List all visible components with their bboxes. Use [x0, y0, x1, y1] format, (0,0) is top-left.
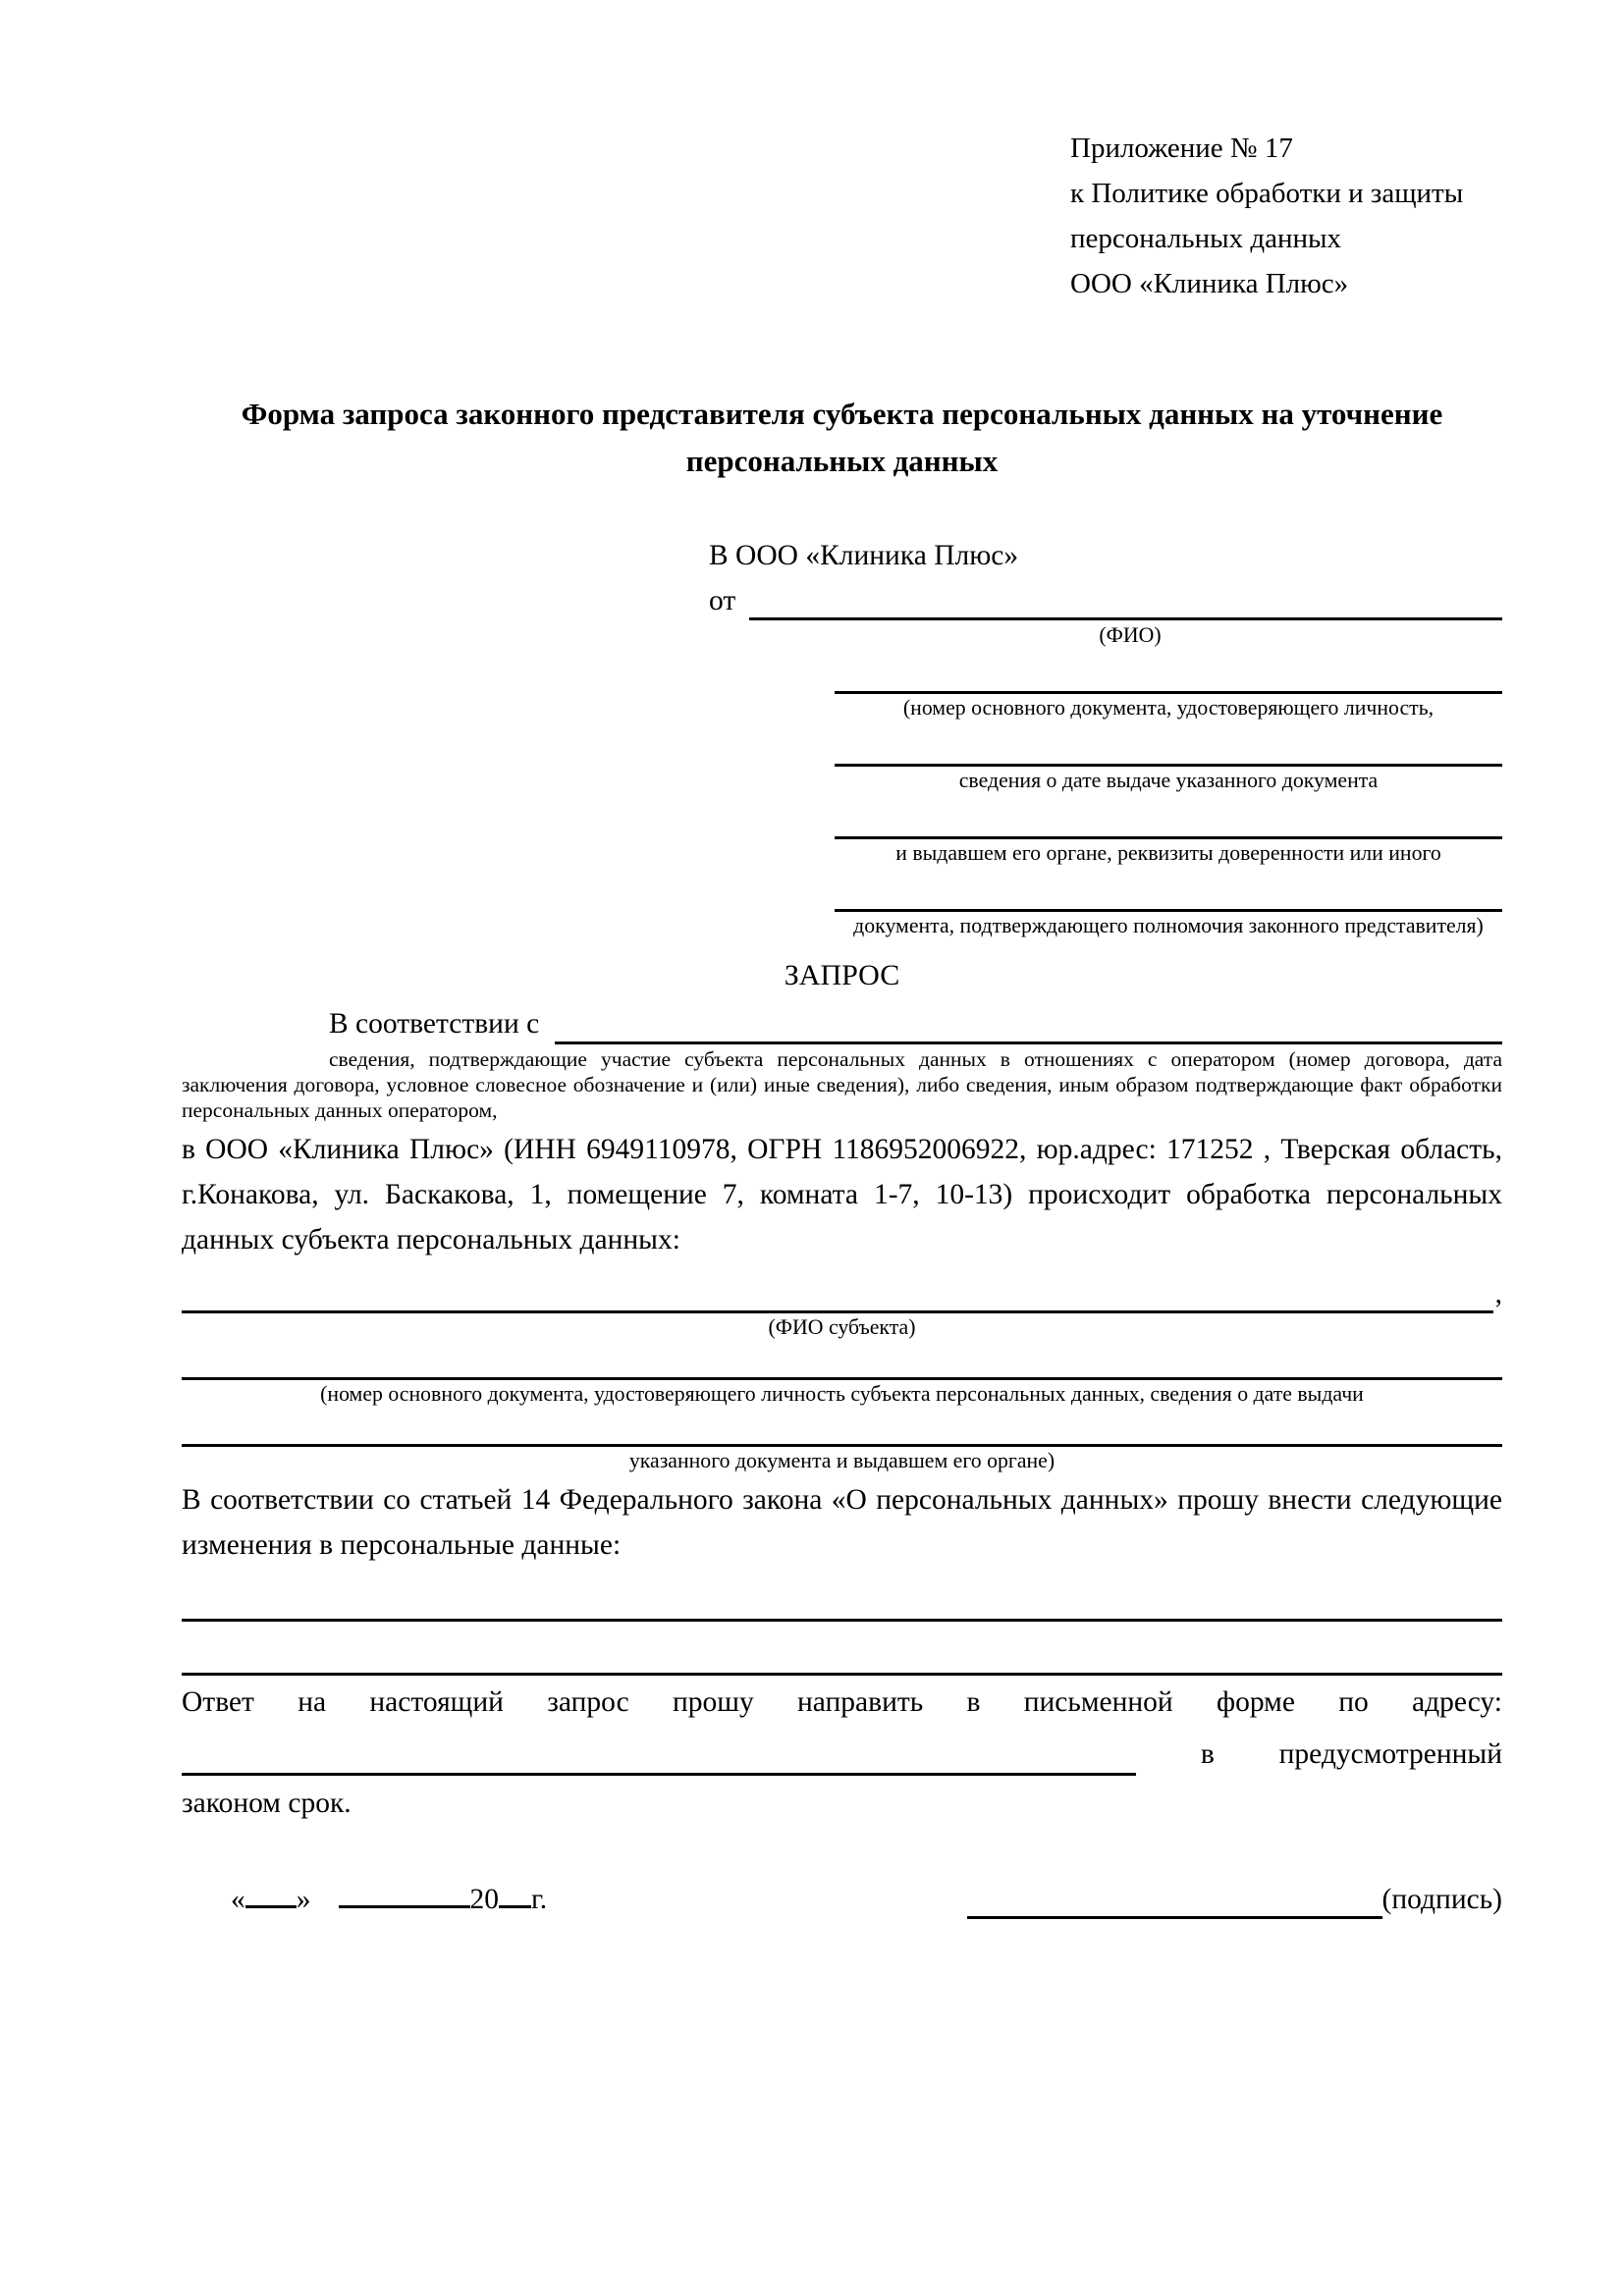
accordance-row — [182, 1003, 1502, 1044]
appendix-header — [1070, 126, 1502, 306]
addressee-company: В ООО «Клиника Плюс» — [709, 540, 1019, 571]
caption-doc-number: (номер основного документа, удостоверяющего личность, — [902, 696, 1435, 720]
accordance-note: сведения, подтверждающие участие субъекта персональных данных в отношениях с оператором (номер договора, дата заключения договора, условное словесное обозначение и (или) иные сведения), либо сведения, иным образом подтверждающие факт обработки персональных данных оператором, — [182, 1047, 1502, 1122]
input-line-subject-fio[interactable] — [182, 1277, 1493, 1313]
date-part — [231, 1876, 547, 1919]
response-paragraph-line1: Ответ на настоящий запрос прошу направить в письменной форме по адресу: — [182, 1686, 1502, 1718]
appendix-line: ООО «Клиника Плюс» — [1070, 268, 1349, 299]
input-line-power-of-attorney[interactable] — [835, 878, 1502, 912]
date-signature-row — [182, 1876, 1502, 1919]
caption-subject-fio: (ФИО субъекта) — [768, 1315, 916, 1339]
from-label: от — [709, 585, 736, 616]
request-heading: ЗАПРОС — [784, 959, 900, 991]
signature-part — [967, 1880, 1502, 1919]
form-field — [709, 660, 1502, 721]
form-title: Форма запроса законного представителя субъекта персональных данных на уточнение персональных данных — [241, 397, 1443, 478]
article-paragraph: В соответствии со статьей 14 Федерального закона «О персональных данных» прошу внести следующие изменения в персональные данные: — [182, 1484, 1502, 1561]
input-line-doc-authority[interactable] — [835, 805, 1502, 839]
addressee-block — [709, 534, 1502, 938]
input-line-subject-doc-authority[interactable] — [182, 1407, 1502, 1447]
input-line-day[interactable] — [245, 1876, 297, 1908]
from-row — [709, 581, 1502, 620]
form-field — [709, 805, 1502, 866]
caption-doc-authority: и выдавшем его органе, реквизиты доверенности или иного — [895, 841, 1441, 865]
caption-subject-doc-1: (номер основного документа, удостоверяющего личность субъекта персональных данных, сведения о дате выдачи — [320, 1382, 1364, 1406]
date-open-quote: « — [231, 1884, 245, 1915]
appendix-line: персональных данных — [1070, 223, 1342, 254]
response-word-v: в — [1200, 1738, 1215, 1770]
input-line-signature[interactable] — [967, 1885, 1382, 1919]
response-word-pred: предусмотренный — [1278, 1738, 1502, 1770]
caption-power-of-attorney: документа, подтверждающего полномочия законного представителя) — [853, 914, 1484, 937]
input-line-response-address[interactable] — [182, 1739, 1136, 1776]
response-address-row — [182, 1733, 1502, 1776]
input-line-changes-2[interactable] — [182, 1622, 1502, 1676]
appendix-line: к Политике обработки и защиты — [1070, 178, 1464, 209]
response-paragraph-line3: законом срок. — [182, 1788, 352, 1819]
caption-fio: (ФИО) — [1099, 623, 1162, 647]
input-line-representative-fio[interactable] — [749, 584, 1502, 620]
input-line-month[interactable] — [339, 1876, 470, 1908]
form-field — [709, 878, 1502, 938]
caption-doc-issue-date: сведения о дате выдаче указанного документа — [958, 769, 1379, 792]
subject-fio-row — [182, 1274, 1502, 1313]
accordance-label: В соответствии с — [329, 1008, 540, 1040]
date-close-quote: » — [296, 1884, 311, 1915]
date-year-prefix: 20 — [469, 1884, 499, 1915]
form-field — [709, 732, 1502, 793]
input-line-subject-doc-number[interactable] — [182, 1340, 1502, 1380]
appendix-line: Приложение № 17 — [1070, 133, 1293, 164]
input-line-changes-1[interactable] — [182, 1568, 1502, 1622]
input-line-doc-issue-date[interactable] — [835, 732, 1502, 767]
operator-paragraph: в ООО «Клиника Плюс» (ИНН 6949110978, ОГРН 1186952006922, юр.адрес: 171252 , Тверская область, г.Конакова, ул. Баскакова, 1, помещение 7, комната 1-7, 10-13) происходит обработка персональных данных субъекта персональных данных: — [182, 1134, 1502, 1255]
date-year-suffix: г. — [531, 1884, 548, 1915]
trailing-comma: , — [1494, 1278, 1502, 1309]
caption-subject-doc-2: указанного документа и выдавшем его органе) — [628, 1449, 1056, 1472]
caption-signature: (подпись) — [1381, 1884, 1502, 1915]
input-line-representative-doc-number[interactable] — [835, 660, 1502, 694]
input-line-year[interactable] — [499, 1876, 531, 1908]
input-line-accordance-basis[interactable] — [555, 1008, 1502, 1044]
